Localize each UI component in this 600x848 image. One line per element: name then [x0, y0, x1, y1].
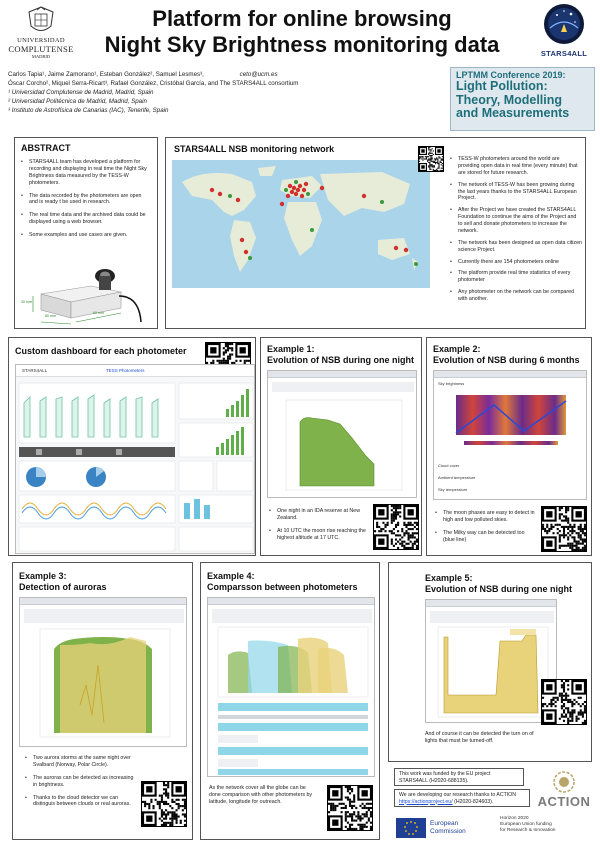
- action-logo-text: ACTION: [537, 794, 591, 809]
- example3-list: [25, 755, 135, 814]
- example2-row-cloud[interactable]: Cloud cover: [438, 463, 460, 468]
- photometer-device-image: [21, 256, 151, 326]
- example1-screenshot: [267, 370, 417, 498]
- example5-panel: [388, 562, 592, 762]
- example2-panel: [426, 337, 592, 556]
- dashboard-app-bar: [16, 365, 254, 377]
- h2020-line-2: European Union funding: [500, 822, 552, 828]
- example2-row-skytemp[interactable]: Sky temperature: [438, 487, 468, 492]
- map-marker: [380, 200, 384, 204]
- map-marker: [294, 180, 298, 184]
- list-item: • One night in an IDA reserve at New Zealand.: [269, 508, 369, 522]
- network-title: STARS4ALL NSB monitoring network: [174, 144, 335, 154]
- qr-code-icon: [374, 505, 418, 549]
- dashboard-panels: [16, 377, 255, 554]
- map-marker: [320, 186, 324, 190]
- example4-qr-code[interactable]: [327, 785, 373, 831]
- affiliation-2: ² Universidad Politécnica de Madrid, Madrid, Spain: [8, 97, 147, 105]
- stars4all-logo-text: STARS4ALL: [540, 49, 588, 58]
- map-marker: [294, 192, 298, 196]
- eu-flag-icon: [396, 818, 426, 838]
- conference-line-1: LPTMM Conference 2019:: [456, 70, 566, 80]
- list-item: • At 10 UTC the moon rise reaching the highest altitude at 17 UTC.: [269, 528, 369, 542]
- list-item: • The Milky way can be detected too (blue line): [435, 530, 535, 544]
- funding-action-text: [399, 792, 525, 805]
- list-item: • Some examples and use cases are given.: [21, 232, 151, 239]
- map-marker: [298, 184, 302, 188]
- funding-stars4all-box: [394, 768, 524, 786]
- example3-aurora-chart: [20, 605, 187, 747]
- example5-title-a: Example 5:: [425, 573, 473, 583]
- list-item: • TESS-W photometers around the world are providing open data in real time (every minute) that are stored for future research.: [450, 156, 582, 177]
- map-marker: [210, 188, 214, 192]
- map-marker: [404, 248, 408, 252]
- example4-panel: [200, 562, 380, 840]
- abstract-panel: [14, 137, 158, 329]
- example4-text: As the network cover all the globe can be done comparison with other photometers by latitude, longitude for outreach.: [209, 785, 313, 805]
- authors-line-1: [8, 71, 448, 80]
- authors-line-2: Óscar Corcho², Miquel Serra-Ricart³, Rafael González, Cristóbal García, and The STARS4ALL consortium: [8, 79, 299, 87]
- example3-title-a: Example 3:: [19, 571, 67, 581]
- map-marker: [292, 186, 296, 190]
- list-item: • The auroras can be detected as increasing in brightness.: [25, 775, 135, 789]
- title-line-2: Night Sky Brightness monitoring data: [104, 32, 500, 58]
- list-item: • The platform provide real time statistics of every photometer: [450, 270, 582, 284]
- map-marker: [362, 194, 366, 198]
- map-marker: [304, 182, 308, 186]
- list-item: • The moon phases are easy to detect in high and low polluted skies.: [435, 510, 535, 524]
- map-marker: [240, 238, 244, 242]
- list-item: • The data recorded by the photometers are open and is ready t be used in research.: [21, 193, 151, 207]
- map-marker: [286, 194, 290, 198]
- abstract-title: ABSTRACT: [21, 143, 71, 153]
- list-item: • Any photometer on the network can be compared with another.: [450, 289, 582, 303]
- map-marker: [236, 198, 240, 202]
- map-marker: [218, 192, 222, 196]
- map-marker: [296, 188, 300, 192]
- example2-title-a: Example 2:: [433, 344, 481, 354]
- qr-code-icon: [142, 782, 186, 826]
- conference-box: [450, 67, 595, 131]
- example5-text: And of course it can be detected the turn on of lights that must be turned-off.: [425, 731, 534, 744]
- example1-qr-code[interactable]: [373, 504, 419, 550]
- ucm-name-2: COMPLUTENSE: [8, 44, 74, 54]
- map-marker: [300, 194, 304, 198]
- dashboard-panel: [8, 337, 256, 556]
- list-item: • The real time data and the archived data could be displayed using a web browser.: [21, 212, 151, 226]
- dashboard-screenshot: [15, 364, 255, 554]
- network-qr-code[interactable]: [418, 146, 444, 172]
- map-marker: [302, 188, 306, 192]
- example5-title-b: Evolution of NSB during one night: [425, 584, 572, 594]
- h2020-line-3: for Research & Innovation: [500, 828, 556, 834]
- funding-action-box: [394, 789, 530, 807]
- list-item: • Thanks to the cloud detector we can distinguis between clouds or real auroras.: [25, 795, 135, 809]
- example5-screenshot: [425, 599, 557, 723]
- example4-comparison-chart: [208, 605, 375, 777]
- ec-line-2: Commission: [430, 828, 466, 835]
- map-marker: [244, 250, 248, 254]
- list-item: • STARS4ALL team has developed a platform for recording and displaying in real time the Night Sky Brightness data measured by the TESS-W photometers.: [21, 159, 151, 187]
- example1-title-b: Evolution of NSB during one night: [267, 355, 414, 365]
- map-marker: [284, 188, 288, 192]
- stars4all-logo: [533, 2, 595, 68]
- example3-panel: [12, 562, 193, 840]
- ucm-name-1: UNIVERSIDAD: [17, 37, 65, 44]
- example2-row-ambient[interactable]: Ambient temperature: [438, 475, 476, 480]
- example4-screenshot: [207, 597, 375, 777]
- conference-line-4: and Measurements: [456, 105, 570, 120]
- ucm-logo: [8, 6, 74, 64]
- stars4all-globe-icon: [542, 2, 586, 46]
- author-email[interactable]: ceto@ucm.es: [239, 71, 278, 78]
- affiliation-1: ¹ Universidad Complutense de Madrid, Madrid, Spain: [8, 88, 154, 96]
- example4-title-a: Example 4:: [207, 571, 255, 581]
- dimension-width: 80 mm: [45, 314, 56, 318]
- authors-names-1: Carlos Tapia¹, Jaime Zamorano¹, Esteban González², Samuel Lesmes³,: [8, 71, 204, 78]
- example2-row-sky[interactable]: Sky brightness: [438, 381, 465, 386]
- map-marker: [280, 202, 284, 206]
- example3-title-b: Detection of auroras: [19, 582, 107, 592]
- example1-panel: [260, 337, 422, 556]
- map-marker: [228, 194, 232, 198]
- ec-line-1: European: [430, 820, 459, 827]
- example2-title-b: Evolution of NSB during 6 months: [433, 355, 580, 365]
- example1-list: [269, 508, 369, 548]
- list-item: • Currently there are 154 photometers online: [450, 259, 582, 266]
- action-logo: [534, 770, 594, 810]
- conference-line-2: Light Pollution:: [456, 79, 548, 94]
- title-line-1: Platform for online browsing: [152, 6, 452, 31]
- list-item: • The network has been designed as open data citizen science Project.: [450, 240, 582, 254]
- qr-code-icon: [419, 147, 443, 171]
- map-marker: [288, 184, 292, 188]
- network-list: [450, 156, 582, 308]
- list-item: • After the Project we have created the STARS4ALL Foundation to continue the aims of the Project and to sell and donate photometers to increase the network.: [450, 207, 582, 235]
- example5-nsb-chart: [426, 607, 557, 723]
- affiliation-3: ³ Instituto de Astrofísica de Canarias (IAC), Tenerife, Spain: [8, 106, 169, 114]
- action-circle-icon: [550, 770, 578, 794]
- authors-block: [8, 71, 448, 116]
- map-marker: [394, 246, 398, 250]
- qr-code-icon: [328, 786, 372, 830]
- conference-line-3: Theory, Modelling: [456, 92, 563, 107]
- network-panel: [165, 137, 586, 329]
- map-marker: [306, 192, 310, 196]
- list-item: • The network of TESS-W has been growing during the last years thanks to the STARS4ALL European Project.: [450, 182, 582, 203]
- qr-code-icon: [542, 507, 586, 551]
- funding-action-text-b: (H2020-824603).: [454, 798, 494, 805]
- example1-nsb-chart: [268, 378, 417, 498]
- dimension-depth: 60 mm: [93, 311, 104, 315]
- funding-action-text-a: We are developing our research thanks to ACTION: [399, 792, 516, 798]
- abstract-list: [21, 159, 151, 239]
- action-project-link[interactable]: https://actionproject.eu/: [399, 798, 453, 805]
- ucm-crest-icon: [26, 6, 56, 36]
- map-marker: [414, 262, 418, 266]
- dimension-height: 30 mm: [21, 300, 32, 304]
- example2-qr-code[interactable]: [541, 506, 587, 552]
- ucm-city: MADRID: [31, 54, 51, 59]
- map-marker: [248, 256, 252, 260]
- example4-title-b: Comparsson between photometers: [207, 582, 358, 592]
- tess-photometer-icon: [21, 256, 151, 326]
- dashboard-app-name: STARS4ALL: [22, 368, 48, 373]
- world-map: [172, 160, 430, 288]
- h2020-line-1: Horizon 2020: [500, 816, 529, 821]
- map-marker: [310, 228, 314, 232]
- map-markers: [172, 160, 430, 288]
- h2020-text: [500, 816, 596, 835]
- example2-list: [435, 510, 535, 550]
- dashboard-title: Custom dashboard for each photometer: [15, 346, 187, 356]
- funding-text: This work was funded by the EU project STARS4ALL (H2020-688135).: [399, 771, 491, 784]
- qr-code-icon: [542, 680, 586, 724]
- list-item: • Two aurora storms at the same night over Svalbard (Norway, Polar Circle).: [25, 755, 135, 769]
- eu-commission-logo: [396, 814, 486, 842]
- example3-qr-code[interactable]: [141, 781, 187, 827]
- map-marker: [290, 190, 294, 194]
- dashboard-app-tab[interactable]: TESS Photometers: [106, 368, 145, 373]
- example5-qr-code[interactable]: [541, 679, 587, 725]
- example3-screenshot: [19, 597, 187, 747]
- poster-title: [82, 6, 522, 59]
- example1-title-a: Example 1:: [267, 344, 315, 354]
- example2-screenshot: [433, 370, 587, 500]
